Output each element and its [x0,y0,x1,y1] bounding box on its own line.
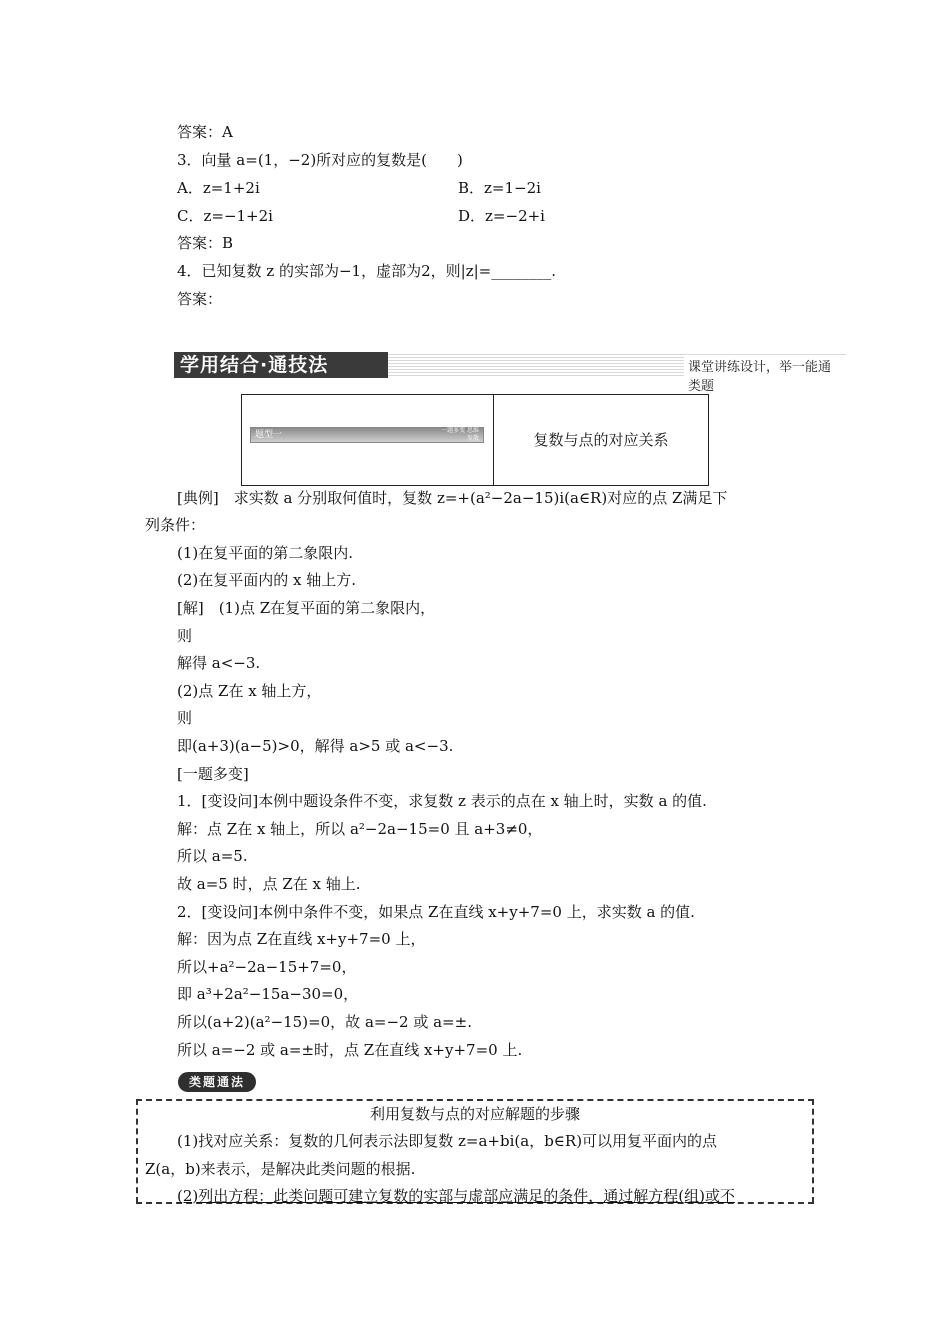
variation-2-solution: 解：因为点 Z在直线 x+y+7=0 上， [177,930,426,948]
method-step-2: (2)列出方程：此类问题可建立复数的实部与虚部应满足的条件，通过解方程(组)或不 [177,1187,735,1205]
question-4: 4．已知复数 z 的实部为−1，虚部为2，则|z|=________. [177,262,556,280]
variation-2-solution: 即 a³+2a²−15a−30=0， [177,985,359,1003]
method-badge: 类题通法 [178,1072,256,1092]
option-d: D．z=−2+i [458,207,545,225]
answer-line: 答案：A [177,123,233,141]
question-3: 3．向量 a=(1，−2)所对应的复数是( ) [177,151,463,169]
dashed-border [136,1099,814,1101]
topic-tag-label: 题型一 [255,430,283,440]
option-c: C．z=−1+2i [177,207,273,225]
solution-line: [解] (1)点 Z在复平面的第二象限内， [177,599,436,617]
option-b: B．z=1−2i [458,179,541,197]
section-banner [174,352,846,394]
option-a: A．z=1+2i [177,179,260,197]
variation-2-solution: 所以+a²−2a−15+7=0， [177,958,357,976]
method-step-1: (1)找对应关系：复数的几何表示法即复数 z=a+bi(a，b∈R)可以用复平面内的点 [177,1132,718,1150]
variation-2-solution: 所以 a=−2 或 a=±时，点 Z在直线 x+y+7=0 上. [177,1041,523,1059]
banner-stripes [388,352,846,394]
variation-1-solution: 故 a=5 时，点 Z在 x 轴上. [177,875,361,893]
banner-title: 学用结合·通技法 [174,352,388,378]
topic-box [241,394,709,486]
variations-heading: [一题多变] [177,765,249,783]
topic-tag [250,427,484,443]
variation-2-solution: 所以(a+2)(a²−15)=0，故 a=−2 或 a=±. [177,1013,472,1031]
topic-tag-note: 一题多变 思维发散 [441,427,479,442]
condition-2: (2)在复平面内的 x 轴上方. [177,571,357,589]
variation-1: 1．[变设问]本例中题设条件不变，求复数 z 表示的点在 x 轴上时，实数 a 的值. [177,792,707,810]
topic-title: 复数与点的对应关系 [533,431,669,449]
solution-line: 则 [177,627,193,645]
solution-line: 则 [177,709,193,727]
method-title: 利用复数与点的对应解题的步骤 [369,1105,580,1123]
variation-1-solution: 解：点 Z在 x 轴上，所以 a²−2a−15=0 且 a+3≠0， [177,820,543,838]
variation-1-solution: 所以 a=5. [177,847,248,865]
solution-line: 即(a+3)(a−5)>0，解得 a>5 或 a<−3. [177,737,454,755]
answer-line: 答案：B [177,234,234,252]
condition-1: (1)在复平面的第二象限内. [177,544,354,562]
method-step-1-cont: Z(a，b)来表示，是解决此类问题的根据. [145,1160,416,1178]
solution-line: (2)点 Z在 x 轴上方， [177,682,322,700]
solution-line: 解得 a<−3. [177,654,261,672]
variation-2: 2．[变设问]本例中条件不变，如果点 Z在直线 x+y+7=0 上，求实数 a 的值. [177,903,695,921]
example-statement-cont: 列条件： [145,516,206,534]
dashed-border [812,1099,814,1203]
example-statement: [典例] 求实数 a 分别取何值时，复数 z=+(a²−2a−15)i(a∈R)对应的点 Z满足下 [177,489,728,507]
banner-subtitle: 课堂讲练设计，举一能通类题 [684,356,846,394]
answer-line: 答案： [177,290,223,308]
